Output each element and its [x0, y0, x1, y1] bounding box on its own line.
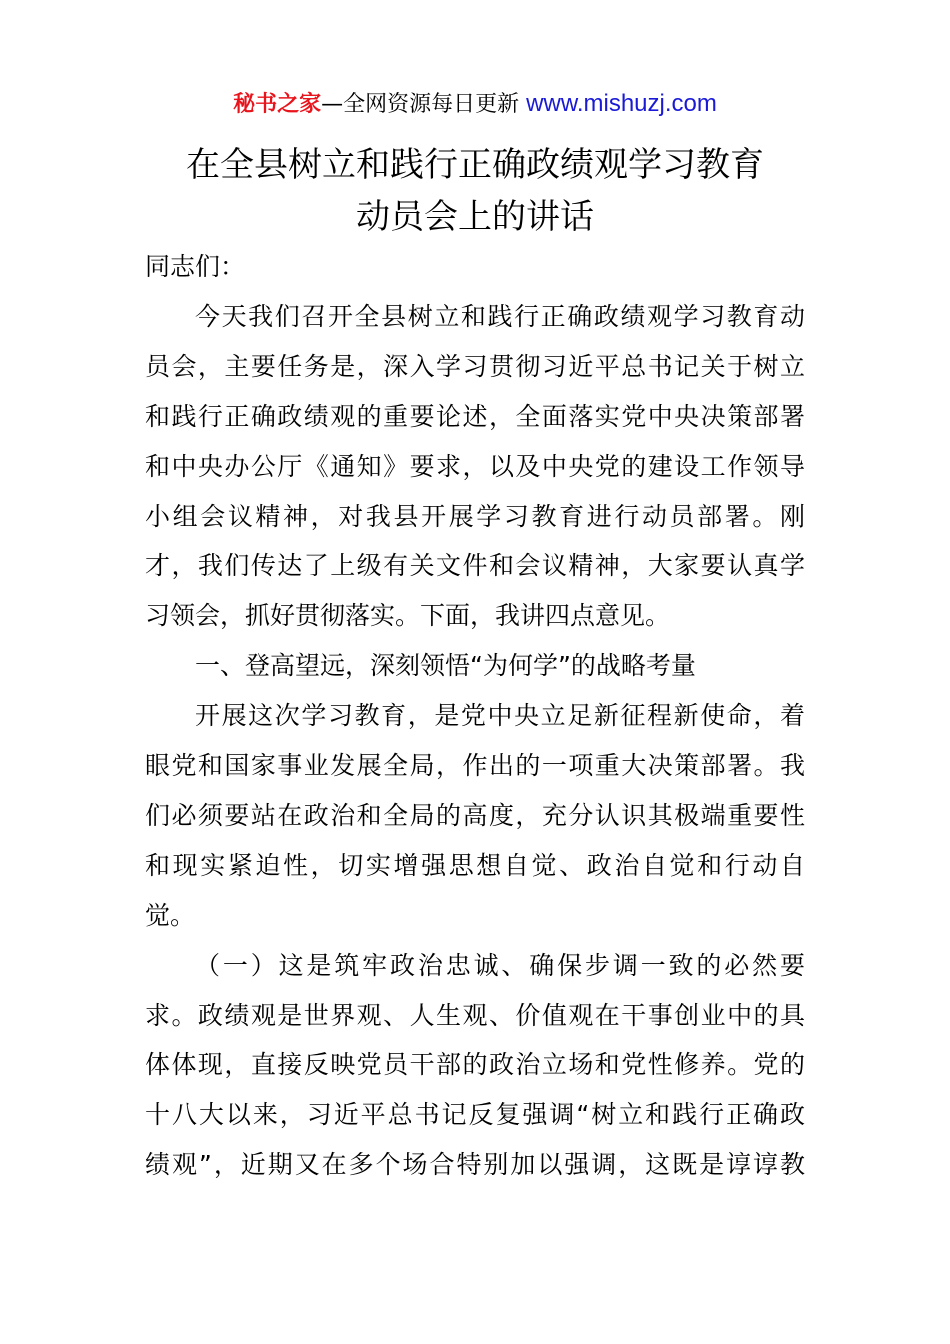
body-line: 体体现，直接反映党员干部的政治立场和党性修养。党的 — [145, 1050, 805, 1080]
site-header — [0, 88, 950, 121]
body-line: 才，我们传达了上级有关文件和会议精神，大家要认真学 — [145, 551, 805, 581]
body-line: 今天我们召开全县树立和践行正确政绩观学习教育动 — [195, 301, 805, 331]
body-line: 同志们： — [145, 252, 246, 281]
body-line: 求。政绩观是世界观、人生观、价值观在干事创业中的具 — [145, 1000, 805, 1030]
body-line: 习领会，抓好贯彻落实。下面，我讲四点意见。 — [145, 601, 671, 631]
site-url-link[interactable]: www.mishuzj.com — [526, 90, 717, 117]
section-heading: 一、登高望远，深刻领悟“为何学”的战略考量 — [195, 651, 696, 681]
body-line: 和中央办公厅《通知》要求，以及中央党的建设工作领导 — [145, 451, 805, 481]
document-title-line-2: 动员会上的讲话 — [356, 197, 594, 237]
header-tagline: —全网资源每日更新 — [321, 92, 527, 117]
body-line: 开展这次学习教育，是党中央立足新征程新使命，着 — [195, 701, 805, 731]
body-line: 和践行正确政绩观的重要论述，全面落实党中央决策部署 — [145, 401, 805, 431]
body-line: 员会，主要任务是，深入学习贯彻习近平总书记关于树立 — [145, 351, 805, 381]
brand-name: 秘书之家 — [233, 92, 322, 117]
body-line: 和现实紧迫性，切实增强思想自觉、政治自觉和行动自 — [145, 850, 805, 880]
document-title-line-1: 在全县树立和践行正确政绩观学习教育 — [186, 145, 764, 185]
body-line: 小组会议精神，对我县开展学习教育进行动员部署。刚 — [145, 501, 805, 531]
body-line: 眼党和国家事业发展全局，作出的一项重大决策部署。我 — [145, 751, 805, 780]
body-line: 觉。 — [145, 900, 196, 930]
body-line: 绩观”，近期又在多个场合特别加以强调，这既是谆谆教 — [145, 1150, 805, 1180]
body-line: 们必须要站在政治和全局的高度，充分认识其极端重要性 — [145, 800, 805, 830]
body-line: （一）这是筑牢政治忠诚、确保步调一致的必然要 — [195, 950, 805, 980]
body-line: 十八大以来，习近平总书记反复强调“树立和践行正确政 — [145, 1100, 805, 1130]
